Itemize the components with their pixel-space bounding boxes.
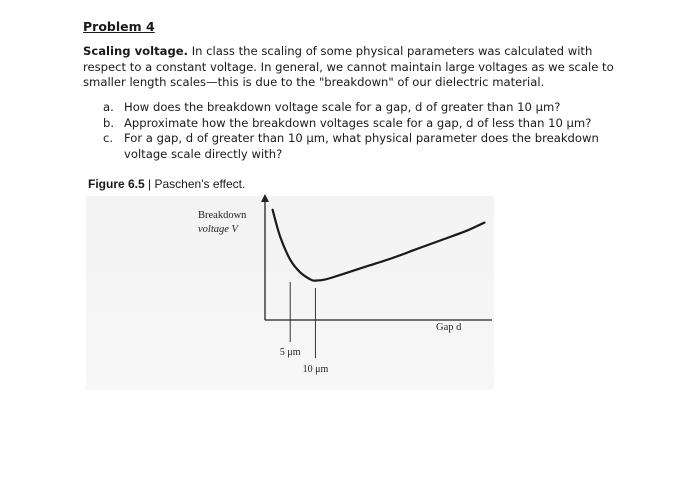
question-marker: a. — [103, 100, 114, 114]
figure-label: Figure 6.5 — [88, 177, 145, 191]
figure-caption-text: Paschen's effect. — [154, 177, 246, 191]
question-text: How does the breakdown voltage scale for a gap, d of greater than 10 μm? — [124, 100, 561, 114]
x-axis-label: Gap d — [436, 322, 462, 333]
intro-heading: Scaling voltage. — [83, 44, 189, 58]
problem-title: Problem 4 — [83, 19, 155, 34]
y-axis-label-line2: voltage V — [198, 224, 238, 235]
y-axis-label-line1: Breakdown — [198, 210, 247, 221]
question-text: For a gap, d of greater than 10 μm, what physical parameter does the breakdown voltage scale directly with? — [124, 131, 599, 161]
question-text: Approximate how the breakdown voltages scale for a gap, d of less than 10 μm? — [124, 115, 592, 130]
figure-separator: | — [148, 177, 152, 191]
intro-text: In class the scaling of some physical parameters was calculated with respect to a constant voltage. In general, we cannot maintain large voltages as we scale to smaller length scales—this is due to the "breakdown" of our dielectric material. — [83, 44, 614, 89]
x-tick-label-10um: 10 μm — [302, 364, 329, 375]
x-tick-label-5um: 5 μm — [279, 347, 301, 358]
question-marker: b. — [103, 115, 115, 130]
breakdown-voltage-curve — [273, 210, 485, 281]
question-marker: c. — [103, 131, 114, 145]
